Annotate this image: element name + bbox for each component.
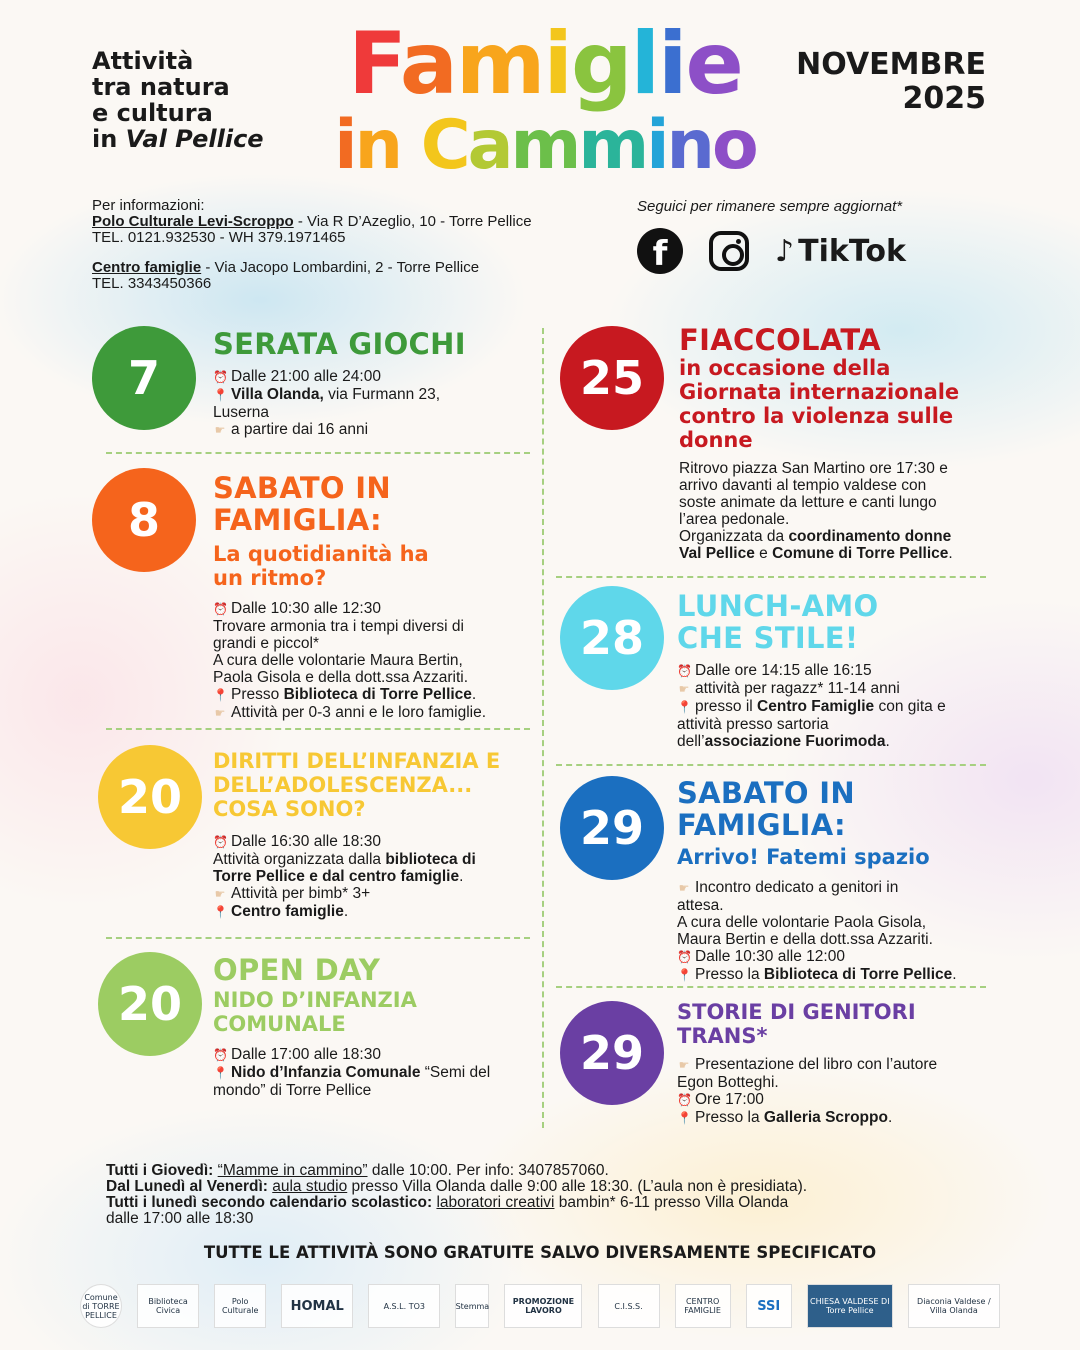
mamme-in-cammino-link[interactable]: “Mamme in cammino” — [217, 1162, 368, 1179]
title-line-1 — [330, 14, 760, 114]
clock-icon: ⏰ — [677, 1093, 692, 1107]
event-title: FIACCOLATA — [679, 323, 881, 357]
event-time: Dalle ore 14:15 alle 16:15 — [695, 662, 872, 679]
event-place: Galleria Scroppo — [763, 1109, 888, 1126]
month-year — [796, 48, 986, 116]
event-diritti-infanzia: DIRITTI DELL’INFANZIA E DELL’ADOLESCENZA... COSA SONO? ⏰ Dalle 16:30 alle 18:30 Attività organizzata dalla biblioteca di Torre Pellice e dal centro famiglie. ☛ Attività per bimb* 3+ 📍 Centro famiglie. — [213, 749, 533, 921]
event-divider — [556, 764, 986, 766]
event-divider — [556, 986, 986, 988]
event-desc: Presentazione del libro con l’autore — [695, 1056, 938, 1073]
title-letter: i — [646, 106, 667, 185]
event-divider — [106, 728, 530, 730]
hand-icon: ☛ — [214, 706, 226, 720]
event-place: Nido d’Infanzia Comunale — [231, 1064, 421, 1081]
event-subtitle: COMUNALE — [213, 1012, 346, 1036]
pin-icon: 📍 — [213, 1066, 228, 1080]
event-desc: l’area pedonale. — [679, 511, 790, 528]
event-subtitle: un ritmo? — [213, 566, 327, 590]
social-links — [637, 228, 906, 274]
event-age: attività per ragazz* 11-14 anni — [695, 680, 900, 697]
hand-icon: ☛ — [214, 423, 226, 437]
clock-icon: ⏰ — [213, 1048, 228, 1062]
title-letter — [400, 106, 421, 185]
pin-icon: 📍 — [677, 1111, 692, 1125]
info-heading: Per informazioni: — [92, 197, 205, 214]
event-subtitle: donne — [679, 428, 753, 452]
logo-biblioteca: Biblioteca Civica — [137, 1284, 199, 1328]
event-title: CHE STILE! — [677, 621, 859, 655]
event-subtitle: Arrivo! Fatemi spazio — [677, 845, 930, 869]
event-time: Dalle 10:30 alle 12:30 — [231, 600, 381, 617]
event-time: Ore 17:00 — [695, 1091, 764, 1108]
event-time: Dalle 17:00 alle 18:30 — [231, 1046, 381, 1063]
event-day-badge: 20 — [98, 745, 202, 849]
event-subtitle: La quotidianità ha — [213, 542, 429, 566]
event-divider — [106, 452, 530, 454]
year: 2025 — [902, 81, 986, 116]
event-divider — [106, 937, 530, 939]
event-open-day: OPEN DAY NIDO D’INFANZIA COMUNALE ⏰ Dalle 17:00 alle 18:30 📍 Nido d’Infanzia Comunale “Semi del mondo” di Torre Pellice — [213, 954, 533, 1099]
logo-promozione-lavoro: PROMOZIONE LAVORO — [504, 1284, 582, 1328]
column-divider — [542, 328, 544, 1128]
event-desc: Paola Gisola e della dott.ssa Azzariti. — [213, 669, 469, 686]
tiktok-label: TikTok — [798, 233, 906, 269]
hand-icon: ☛ — [678, 682, 690, 696]
event-desc: soste animate da letture e canti lungo — [679, 494, 937, 511]
clock-icon: ⏰ — [677, 664, 692, 678]
hand-icon: ☛ — [214, 887, 226, 901]
logo-stemma: Stemma — [455, 1284, 489, 1328]
event-divider — [556, 576, 986, 578]
event-place: Biblioteca di Torre Pellice — [283, 686, 472, 703]
title-letter: C — [420, 106, 468, 185]
hand-icon: ☛ — [678, 881, 690, 895]
laboratori-creativi-link[interactable]: laboratori creativi — [436, 1194, 555, 1211]
logo-centro-famiglie: CENTRO FAMIGLIE — [675, 1284, 731, 1328]
partner-logos — [80, 1284, 1000, 1328]
title-letter: i — [543, 14, 571, 114]
event-place: Biblioteca di Torre Pellice — [763, 966, 953, 983]
event-title: STORIE DI GENITORI — [677, 1000, 916, 1024]
event-place-line: mondo” di Torre Pellice — [213, 1082, 372, 1099]
event-title: COSA SONO? — [213, 797, 366, 821]
event-title: TRANS* — [677, 1024, 768, 1048]
follow-text: Seguici per rimanere sempre aggiornat* — [637, 198, 903, 215]
title-letter: i — [334, 106, 355, 185]
logo-asl: A.S.L. TO3 — [368, 1284, 440, 1328]
event-subtitle: NIDO D’INFANZIA — [213, 988, 417, 1012]
page-title — [330, 14, 760, 185]
logo-comune-torre-pellice: Comune di TORRE PELLICE — [80, 1284, 122, 1328]
event-desc: attesa. — [677, 897, 724, 914]
event-desc: A cura delle volontarie Maura Bertin, — [213, 652, 463, 669]
recurring-activities: Tutti i Giovedì: “Mamme in cammino” dalle 10:00. Per info: 3407857060. Dal Lunedì al Venerdì: aula studio presso Villa Olanda dalle 9:00 alle 18:30. (L’aula non è presidiata). Tutti i lunedì secondo calendario scolastico: laboratori creativi bambin* 6-11 presso Villa Olanda dalle 17:00 alle 18:30 — [106, 1162, 808, 1227]
pin-icon: 📍 — [213, 388, 228, 402]
event-lunch-amo: LUNCH-AMO CHE STILE! ⏰ Dalle ore 14:15 alle 16:15 ☛ attività per ragazz* 11-14 anni 📍 presso il Centro Famiglie con gita e attività presso sartoria dell’associazione Fuorimoda. — [677, 590, 997, 750]
aula-studio-link[interactable]: aula studio — [272, 1178, 348, 1195]
event-subtitle: Giornata internazionale — [679, 380, 960, 404]
tagline-line: e cultura — [92, 99, 213, 127]
event-age: Attività per bimb* 3+ — [231, 885, 371, 902]
logo-ciss: C.I.S.S. — [598, 1284, 660, 1328]
event-sabato-famiglia-ritmo: SABATO IN FAMIGLIA: La quotidianità ha un ritmo? ⏰ Dalle 10:30 alle 12:30 Trovare armonia tra i tempi diversi di grandi e piccol* A cura delle volontarie Maura Bertin, Paola Gisola e della dott.ssa Azzariti. 📍 Presso Biblioteca di Torre Pellice. ☛ Attività per 0-3 anni e le loro famiglie. — [213, 472, 538, 722]
event-day-badge: 28 — [560, 586, 664, 690]
event-place: Villa Olanda, — [231, 386, 324, 403]
event-title: OPEN DAY — [213, 953, 381, 987]
event-day-badge: 29 — [560, 1001, 664, 1105]
event-desc: grandi e piccol* — [213, 635, 319, 652]
tagline-line: tra natura — [92, 73, 230, 101]
event-storie-genitori: STORIE DI GENITORI TRANS* ☛ Presentazione del libro con l’autore Egon Botteghi. ⏰ Ore 17:00 📍 Presso la Galleria Scroppo. — [677, 1000, 997, 1127]
event-title: FAMIGLIA: — [213, 503, 382, 537]
centro-phone: TEL. 3343450366 — [92, 275, 212, 292]
tagline-line: Attività — [92, 47, 194, 75]
title-letter: m — [455, 14, 544, 114]
pin-icon: 📍 — [677, 700, 692, 714]
event-desc: attività presso sartoria — [677, 716, 829, 733]
title-letter: i — [658, 14, 686, 114]
clock-icon: ⏰ — [213, 370, 228, 384]
event-time: Dalle 10:30 alle 12:00 — [695, 948, 845, 965]
event-serata-giochi: SERATA GIOCHI ⏰ Dalle 21:00 alle 24:00 📍 Villa Olanda, via Furmann 23, Luserna ☛ a partire dai 16 anni — [213, 328, 533, 439]
pin-icon: 📍 — [213, 905, 228, 919]
pin-icon: 📍 — [213, 688, 228, 702]
facebook-icon[interactable]: f — [637, 228, 683, 274]
clock-icon: ⏰ — [213, 602, 228, 616]
event-title: DELL’ADOLESCENZA... — [213, 773, 473, 797]
logo-chiesa-valdese: CHIESA VALDESE DI Torre Pellice — [807, 1284, 893, 1328]
title-letter: n — [666, 106, 712, 185]
title-letter: e — [685, 14, 742, 114]
clock-icon: ⏰ — [677, 950, 692, 964]
centro-address: Centro famiglie - Via Jacopo Lombardini, 2 - Torre Pellice — [92, 259, 480, 276]
event-desc: Trovare armonia tra i tempi diversi di — [213, 618, 464, 635]
tiktok-icon: ♪ — [775, 233, 795, 269]
event-time: Dalle 21:00 alle 24:00 — [231, 368, 381, 385]
event-desc: Ritrovo piazza San Martino ore 17:30 e — [679, 460, 948, 477]
event-sabato-famiglia-spazio: SABATO IN FAMIGLIA: Arrivo! Fatemi spazio ☛ Incontro dedicato a genitori in attesa. A cura delle volontarie Paola Gisola, Maura Bertin e della dott.ssa Azzariti. ⏰ Dalle 10:30 alle 12:00 📍 Presso la Biblioteca di Torre Pellice. — [677, 777, 997, 984]
title-letter: n — [354, 106, 401, 185]
contact-info — [92, 198, 532, 292]
event-title: SERATA GIOCHI — [213, 327, 466, 361]
clock-icon: ⏰ — [213, 835, 228, 849]
hand-icon: ☛ — [678, 1058, 690, 1072]
event-day-badge: 7 — [92, 326, 196, 430]
event-title: FAMIGLIA: — [677, 808, 846, 842]
event-day-badge: 25 — [560, 326, 664, 430]
logo-homal: HOMAL — [281, 1284, 353, 1328]
title-letter: F — [348, 14, 400, 114]
title-letter: l — [630, 14, 659, 114]
tagline-place: Val Pellice — [125, 125, 264, 153]
recurring-time: dalle 17:00 alle 18:30 — [106, 1210, 254, 1227]
event-place: Centro Famiglie — [757, 698, 875, 715]
logo-ssi: SSI — [746, 1284, 792, 1328]
logo-diaconia-valdese: Diaconia Valdese / Villa Olanda — [908, 1284, 1000, 1328]
event-place: Centro famiglie — [231, 903, 344, 920]
event-desc: Egon Botteghi. — [677, 1074, 779, 1091]
month: NOVEMBRE — [796, 47, 986, 82]
event-time: Dalle 16:30 alle 18:30 — [231, 833, 381, 850]
instagram-icon[interactable] — [709, 231, 749, 271]
title-letter: a — [399, 14, 456, 114]
tagline-line: in Val Pellice — [92, 125, 264, 153]
tagline — [92, 48, 264, 152]
logo-polo-culturale: Polo Culturale — [214, 1284, 266, 1328]
title-letter: a — [467, 106, 511, 185]
polo-address: Polo Culturale Levi-Scroppo - Via R D’Azeglio, 10 - Torre Pellice — [92, 213, 532, 230]
event-title: LUNCH-AMO — [677, 589, 879, 623]
polo-phone: TEL. 0121.932530 - WH 379.1971465 — [92, 229, 346, 246]
event-title: SABATO IN — [213, 471, 391, 505]
title-line-2 — [330, 106, 760, 185]
event-fiaccolata: FIACCOLATA in occasione della Giornata internazionale contro la violenza sulle donne Ritrovo piazza San Martino ore 17:30 e arrivo davanti al tempio valdese con soste animate da letture e canti lungo l’area pedonale. Organizzata da coordinamento donne Val Pellice e Comune di Torre Pellice. — [679, 324, 999, 562]
title-letter: m — [510, 106, 579, 185]
event-age: a partire dai 16 anni — [231, 421, 369, 438]
tiktok-link[interactable] — [775, 234, 906, 269]
event-title: DIRITTI DELL’INFANZIA E — [213, 749, 501, 773]
title-letter: o — [711, 106, 756, 185]
event-desc: Maura Bertin e della dott.ssa Azzariti. — [677, 931, 933, 948]
event-place-line: Luserna — [213, 404, 270, 421]
event-day-badge: 8 — [92, 468, 196, 572]
title-letter: g — [571, 14, 631, 114]
free-activities-note: TUTTE LE ATTIVITÀ SONO GRATUITE SALVO DIVERSAMENTE SPECIFICATO — [203, 1243, 877, 1262]
title-letter: m — [578, 106, 647, 185]
event-desc: Incontro dedicato a genitori in — [695, 879, 899, 896]
event-desc: A cura delle volontarie Paola Gisola, — [677, 914, 927, 931]
event-subtitle: in occasione della — [679, 356, 891, 380]
event-title: SABATO IN — [677, 776, 855, 810]
event-age: Attività per 0-3 anni e le loro famiglie. — [231, 704, 487, 721]
event-subtitle: contro la violenza sulle — [679, 404, 954, 428]
event-day-badge: 20 — [98, 952, 202, 1056]
event-day-badge: 29 — [560, 776, 664, 880]
event-desc: arrivo davanti al tempio valdese con — [679, 477, 927, 494]
pin-icon: 📍 — [677, 968, 692, 982]
